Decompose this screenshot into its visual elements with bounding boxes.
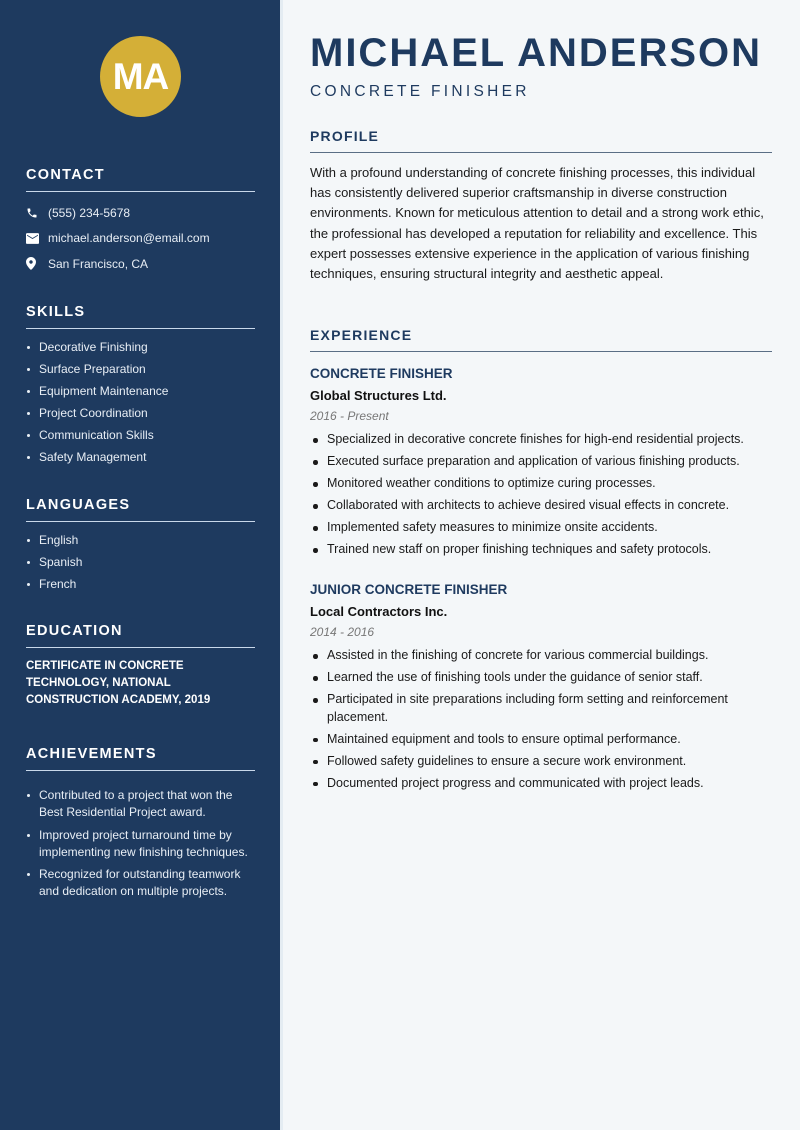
job-bullet: Maintained equipment and tools to ensure optimal performance. [310, 731, 772, 749]
contact-heading: CONTACT [26, 167, 255, 192]
job-title: CONCRETE FINISHER [310, 366, 453, 381]
job-bullet: Implemented safety measures to minimize onsite accidents. [310, 519, 772, 537]
skill-item: Communication Skills [26, 427, 255, 444]
achievements-section [26, 746, 255, 906]
skill-item: Project Coordination [26, 405, 255, 422]
phone-text: (555) 234-5678 [48, 205, 131, 220]
language-item: French [26, 576, 255, 593]
job-bullet: Collaborated with architects to achieve desired visual effects in concrete. [310, 497, 772, 515]
achievement-item: Contributed to a project that won the Best Residential Project award. [26, 787, 255, 821]
avatar: MA [100, 36, 181, 117]
job-dates: 2014 - 2016 [310, 625, 375, 639]
experience-section [310, 327, 772, 352]
skills-section [26, 304, 255, 471]
achievement-item: Improved project turnaround time by implementing new finishing techniques. [26, 827, 255, 861]
phone-icon [26, 207, 48, 219]
profile-heading: PROFILE [310, 128, 772, 153]
job-company: Global Structures Ltd. [310, 388, 447, 403]
contact-phone [26, 200, 255, 226]
job-company: Local Contractors Inc. [310, 604, 448, 619]
job-bullet: Assisted in the finishing of concrete for various commercial buildings. [310, 647, 772, 665]
language-item: Spanish [26, 554, 255, 571]
job-title: JUNIOR CONCRETE FINISHER [310, 582, 508, 597]
skill-item: Decorative Finishing [26, 339, 255, 356]
achievements-list [26, 787, 255, 900]
job-bullet: Specialized in decorative concrete finishes for high-end residential projects. [310, 431, 772, 449]
email-text[interactable]: michael.anderson@email.com [48, 231, 210, 246]
skill-item: Safety Management [26, 449, 255, 466]
experience-heading: EXPERIENCE [310, 327, 772, 352]
job-entry [310, 582, 772, 797]
skills-heading: SKILLS [26, 304, 255, 329]
language-item: English [26, 532, 255, 549]
candidate-name: MICHAEL ANDERSON [310, 31, 763, 75]
skill-item: Surface Preparation [26, 361, 255, 378]
job-bullet: Participated in site preparations including form setting and reinforcement placement. [310, 691, 772, 726]
job-bullet: Followed safety guidelines to ensure a secure work environment. [310, 753, 772, 771]
languages-section [26, 497, 255, 598]
job-bullet: Trained new staff on proper finishing techniques and safety protocols. [310, 541, 772, 559]
job-bullet: Documented project progress and communicated with project leads. [310, 775, 772, 793]
contact-email [26, 226, 255, 252]
education-section [26, 623, 255, 709]
job-bullet: Monitored weather conditions to optimize curing processes. [310, 475, 772, 493]
email-icon [26, 233, 48, 244]
achievement-item: Recognized for outstanding teamwork and dedication on multiple projects. [26, 866, 255, 900]
contact-section [26, 167, 255, 277]
job-title-header: CONCRETE FINISHER [310, 83, 530, 100]
column-divider [280, 0, 283, 1130]
profile-section [310, 128, 772, 284]
languages-heading: LANGUAGES [26, 497, 255, 522]
job-dates: 2016 - Present [310, 409, 389, 423]
location-pin-icon [26, 257, 48, 270]
job-bullets [310, 647, 772, 792]
education-heading: EDUCATION [26, 623, 255, 648]
job-bullet: Executed surface preparation and application of various finishing products. [310, 453, 772, 471]
sidebar [0, 0, 280, 1130]
skill-item: Equipment Maintenance [26, 383, 255, 400]
job-bullet: Learned the use of finishing tools under the guidance of senior staff. [310, 669, 772, 687]
languages-list [26, 532, 255, 593]
job-entry [310, 366, 772, 564]
achievements-heading: ACHIEVEMENTS [26, 746, 255, 771]
job-bullets [310, 431, 772, 559]
location-text: San Francisco, CA [48, 256, 149, 271]
education-entry: CERTIFICATE IN CONCRETE TECHNOLOGY, NATIONAL CONSTRUCTION ACADEMY, 2019 [26, 660, 211, 706]
skills-list [26, 339, 255, 466]
contact-location [26, 251, 255, 277]
profile-summary: With a profound understanding of concrete finishing processes, this individual has consistently delivered superior craftsmanship in diverse construction environments. Known for meticulous attention to detail and a strong work ethic, the professional has developed a reputation for reliability and excellence. This expert possesses extensive experience in the application of various finishing techniques, ensuring structural integrity and aesthetic appeal. [310, 165, 764, 282]
